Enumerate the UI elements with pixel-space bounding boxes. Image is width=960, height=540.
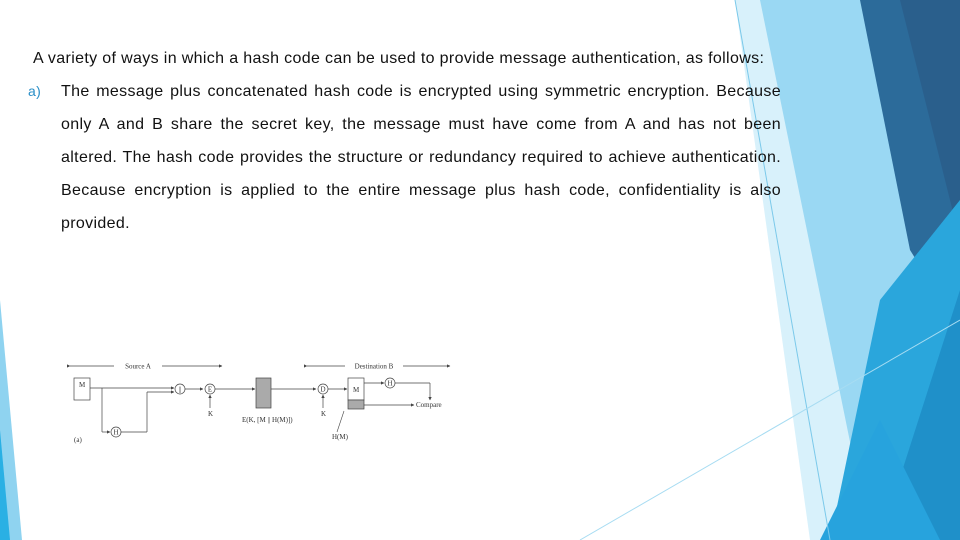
key-right-label: K [321, 410, 327, 418]
bullet-item-a [28, 75, 781, 240]
hash-authentication-diagram [62, 356, 452, 456]
message-label-source: M [79, 381, 86, 389]
destination-label: Destination B [354, 362, 394, 371]
intro-paragraph: A variety of ways in which a hash code can be used to provide message authentication, as follows: [33, 50, 765, 67]
ciphertext-block [256, 378, 271, 408]
hash-box-destination [348, 400, 364, 409]
key-left-label: K [208, 410, 214, 418]
bullet-text: The message plus concatenated hash code is encrypted using symmetric encryption. Because only A and B share the secret key, the message must have come from A and has not been altered. The hash code provides the structure or redundancy required to achieve authentication. Because encryption is applied to the entire message plus hash code, confidentiality is also provided. [61, 83, 781, 232]
hash-output-pointer [337, 411, 344, 432]
source-label: Source A [125, 362, 151, 371]
compare-label: Compare [416, 401, 442, 409]
ciphertext-label: E(K, [M || H(M)]) [242, 416, 293, 424]
hash-label-destination: H [387, 379, 393, 388]
hash-label-source: H [113, 428, 119, 437]
bullet-marker: a) [28, 83, 42, 99]
message-label-destination: M [353, 386, 360, 394]
decrypt-label: D [320, 385, 326, 394]
diagram-part-label: (a) [74, 436, 82, 444]
encrypt-label: E [207, 385, 213, 394]
slide-content [28, 42, 781, 240]
concat-label: || [178, 385, 182, 394]
hash-output-label: H(M) [332, 433, 348, 441]
